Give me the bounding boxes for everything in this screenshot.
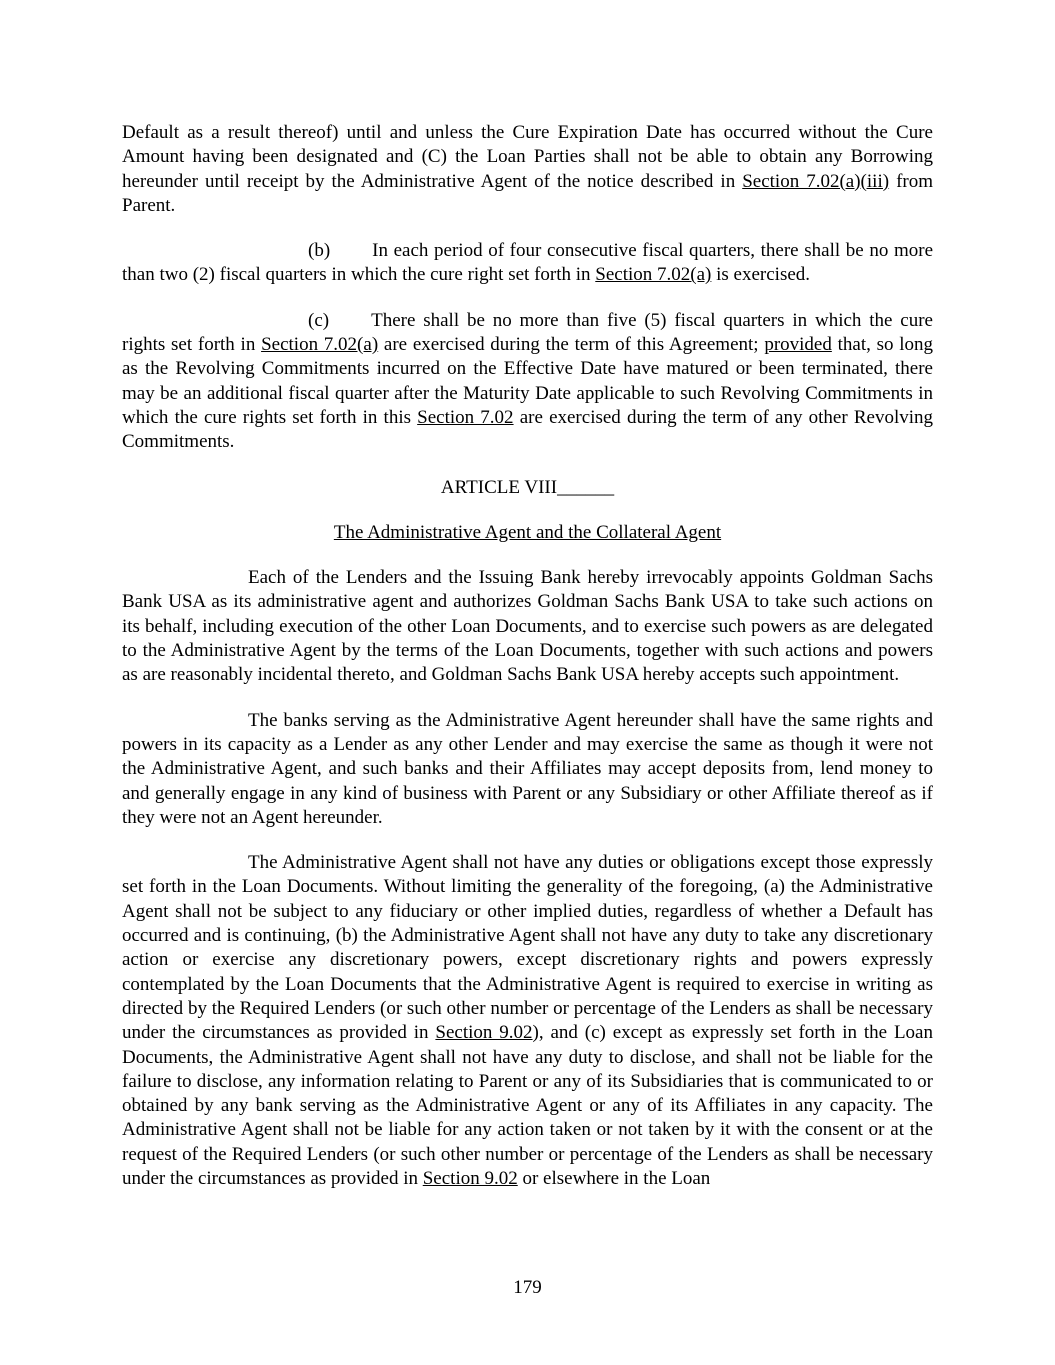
- clause-c-paragraph: [122, 309, 933, 455]
- page-number: 179: [513, 1277, 542, 1298]
- text-run: Each of the Lenders and the Issuing Bank hereby irrevocably appoints Goldman Sachs Bank USA as its administrative agent and authorizes Goldman Sachs Bank USA to take such actions on its behalf, including execution of the other Loan Documents, and to exercise such powers as are delegated to the Administrative Agent by the terms of the Loan Documents, together with such actions and powers as are reasonably incidental thereto, and Goldman Sachs Bank USA hereby accepts such appointment.: [122, 567, 933, 686]
- text-run: are exercised during the term of this Agreement;: [378, 334, 765, 356]
- document-body: [122, 121, 933, 1212]
- text-run: The Administrative Agent shall not have any duties or obligations except those expressly set forth in the Loan Documents. Without limiting the generality of the foregoing, (a) the Administrative Agent shall not be subject to any fiduciary or other implied duties, regardless of whether a Default has occurred and is continuing, (b) the Administrative Agent shall not have any duty to take any discretionary action or exercise any discretionary powers, except discretionary rights and powers expressly contemplated by the Loan Documents that the Administrative Agent is required to exercise in writing as directed by the Required Lenders (or such other number or percentage of the Lenders as shall be necessary under the circumstances as provided in: [122, 852, 933, 1044]
- underlined-reference: provided: [764, 334, 832, 356]
- underlined-reference: Section 7.02: [417, 406, 514, 428]
- text-run: (c): [308, 309, 330, 331]
- text-run: ARTICLE VIII______: [440, 476, 615, 498]
- text-run: There shall be no more than five (5) fiscal quarters in which the cure rights set forth in: [122, 309, 933, 356]
- text-run: are exercised during the term of any other Revolving Commitments.: [122, 406, 934, 453]
- clause-b-paragraph: [122, 239, 933, 288]
- text-run: that, so long as the Revolving Commitments incurred on the Effective Date have matured or been terminated, there may be an additional fiscal quarter after the Maturity Date applicable to such Revolving Commitments in which the cure rights set forth in this: [122, 334, 933, 428]
- appointment-paragraph: [122, 566, 933, 687]
- text-run: Default as a result thereof) until and unless the Cure Expiration Date has occurred without the Cure Amount having been designated and (C) the Loan Parties shall not be able to obtain any Borrowing hereunder until receipt by the Administrative Agent of the notice described in: [122, 122, 933, 192]
- text-run: from Parent.: [122, 170, 934, 216]
- underlined-reference: Section 7.02(a)(iii): [742, 170, 890, 192]
- text-run: The banks serving as the Administrative Agent hereunder shall have the same rights and powers in its capacity as a Lender as any other Lender and may exercise the same as though it were not the Administrative Agent, and such banks and their Affiliates may accept deposits from, lend money to and generally engage in any kind of business with Parent or any Subsidiary or other Affiliate thereof as if they were not an Agent hereunder.: [122, 709, 933, 828]
- text-run: is exercised.: [711, 264, 811, 286]
- underlined-reference: Section 9.02: [422, 1167, 518, 1189]
- text-run: ), and (c) except as expressly set forth in the Loan Documents, the Administrative Agent shall not have any duty to disclose, and shall not be liable for the failure to disclose, any information relating to Parent or any of its Subsidiaries that is communicated to or obtained by any bank serving as the Administrative Agent or any of its Affiliates in any capacity. The Administrative Agent shall not be liable for any action taken or not taken by it with the consent or at the request of the Required Lenders (or such other number or percentage of the Lenders as shall be necessary under the circumstances as provided in: [122, 1022, 933, 1189]
- banks-rights-paragraph: [122, 709, 933, 830]
- underlined-reference: Section 7.02(a): [595, 264, 712, 286]
- text-run: (b): [308, 240, 331, 262]
- text-run: In each period of four consecutive fiscal quarters, there shall be no more than two (2) fiscal quarters in which the cure right set forth in: [122, 240, 933, 286]
- underlined-reference: Section 7.02(a): [261, 334, 379, 356]
- underlined-reference: Section 9.02: [435, 1022, 533, 1044]
- underlined-reference: The Administrative Agent and the Collateral Agent: [333, 521, 722, 543]
- text-run: or elsewhere in the Loan: [517, 1167, 711, 1189]
- continuation-paragraph: [122, 121, 933, 218]
- article-number-heading: [122, 476, 933, 500]
- duties-paragraph: [122, 851, 933, 1191]
- article-title-heading: [122, 521, 933, 545]
